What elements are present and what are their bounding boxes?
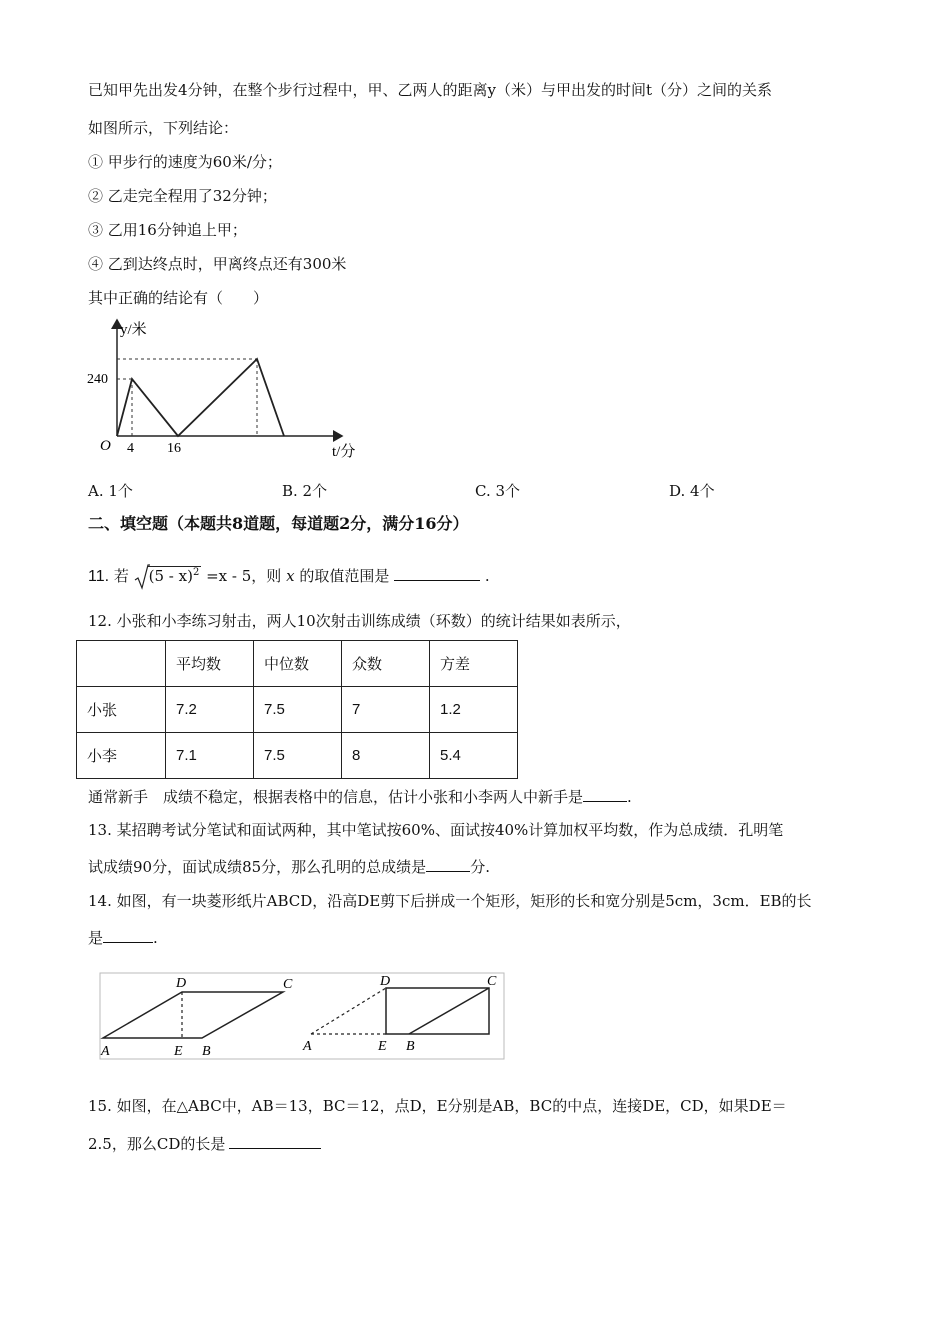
q11-number: 11.	[88, 568, 110, 585]
table-cell: 7.1	[166, 733, 254, 779]
q13-line2-text: 试成绩90分，面试成绩85分，那么孔明的总成绩是	[88, 858, 427, 876]
q10-conclusion-1: ① 甲步行的速度为60米/分；	[88, 153, 282, 171]
table-cell: 1.2	[430, 687, 518, 733]
q10-conclusion-2: ② 乙走完全程用了32分钟；	[88, 187, 277, 205]
section2-heading: 二、填空题（本题共8道题，每道题2分，满分16分）	[88, 514, 469, 533]
q14-rhombus-figure	[99, 972, 505, 1060]
dashed-ad	[311, 988, 386, 1034]
q10-option-b[interactable]: B. 2个	[282, 482, 328, 500]
q10-option-c[interactable]: C. 3个	[475, 482, 521, 500]
label-e: E	[174, 1044, 183, 1059]
table-cell: 7	[342, 687, 430, 733]
q13-line2-end: 分.	[470, 858, 490, 876]
origin-label: O	[100, 438, 111, 454]
q10-distance-time-graph	[80, 312, 360, 462]
table-cell: 8	[342, 733, 430, 779]
table-header-cell: 众数	[342, 641, 430, 687]
q11-exponent: 2	[192, 567, 200, 578]
x-axis-label: t/分	[332, 444, 356, 460]
rect-diagonal	[409, 988, 489, 1034]
q15-line2	[88, 1134, 321, 1154]
table-header-cell	[77, 641, 166, 687]
label-c: C	[283, 977, 293, 992]
label-a: A	[101, 1044, 110, 1059]
table-cell: 小张	[77, 687, 166, 733]
table-cell: 小李	[77, 733, 166, 779]
q12-stem: 12. 小张和小李练习射击，两人10次射击训练成绩（环数）的统计结果如表所示，	[88, 612, 631, 630]
q10-option-d[interactable]: D. 4个	[669, 482, 715, 500]
q15-answer-blank[interactable]	[229, 1134, 321, 1149]
distance-curve	[117, 359, 284, 436]
table-header-cell: 方差	[430, 641, 518, 687]
q14-line2-text: 是	[88, 929, 104, 947]
q11-prefix: 若	[113, 567, 129, 585]
rhombus-abcd	[103, 992, 283, 1038]
q14-line2	[88, 928, 158, 948]
y-tick-label: 240	[87, 372, 108, 387]
label-c2: C	[487, 974, 497, 989]
table-header-cell: 平均数	[166, 641, 254, 687]
q10-option-a[interactable]: A. 1个	[88, 482, 133, 500]
q11-end: .	[484, 567, 490, 585]
q11-answer-blank[interactable]	[394, 566, 480, 581]
q11-middle: =x - 5，则	[206, 567, 282, 585]
q11-var: x	[286, 567, 295, 585]
q12-after-line	[88, 787, 632, 807]
table-header-cell: 中位数	[254, 641, 342, 687]
q11-radicand-text: (5 - x)	[148, 567, 193, 585]
label-a2: A	[303, 1039, 312, 1054]
table-cell: 7.5	[254, 687, 342, 733]
y-axis-label: y/米	[120, 322, 147, 338]
q14-line2-end: .	[153, 929, 158, 947]
q11-radicand	[147, 566, 202, 585]
label-e2: E	[378, 1039, 387, 1054]
q14-answer-blank[interactable]	[103, 928, 153, 943]
label-d2: D	[380, 974, 391, 989]
q10-conclusion-3: ③ 乙用16分钟追上甲；	[88, 221, 247, 239]
q14-line1: 14. 如图，有一块菱形纸片ABCD，沿高DE剪下后拼成一个矩形，矩形的长和宽分别是5cm，3cm．EB的长	[88, 892, 812, 910]
table-cell: 5.4	[430, 733, 518, 779]
q12-answer-blank[interactable]	[583, 787, 627, 802]
q15-line2-text: 2.5，那么CD的长是	[88, 1135, 226, 1153]
q13-line1: 13. 某招聘考试分笔试和面试两种，其中笔试按60%、面试按40%计算加权平均数，作为总成绩．孔明笔	[88, 821, 784, 839]
q11-line	[88, 558, 490, 588]
rectangle	[386, 988, 489, 1034]
x-tick-label-16: 16	[167, 441, 181, 456]
label-b2: B	[406, 1039, 415, 1054]
q10-stem-line2: 如图所示，下列结论：	[88, 119, 239, 137]
table-row	[77, 687, 518, 733]
q12-after-end: .	[627, 788, 632, 806]
table-cell: 7.5	[254, 733, 342, 779]
table-cell: 7.2	[166, 687, 254, 733]
q12-after-text: 通常新手 成绩不稳定，根据表格中的信息，估计小张和小李两人中新手是	[88, 788, 584, 806]
label-b: B	[202, 1044, 211, 1059]
q10-stem-line1: 已知甲先出发4分钟，在整个步行过程中，甲、乙两人的距离y（米）与甲出发的时间t（分）之间的关系	[88, 81, 773, 99]
table-header-row	[77, 641, 518, 687]
x-tick-label-4: 4	[127, 441, 134, 456]
q13-line2	[88, 857, 490, 877]
label-d: D	[176, 976, 187, 991]
q13-answer-blank[interactable]	[426, 857, 470, 872]
q10-question: 其中正确的结论有（ ）	[88, 289, 269, 307]
table-row	[77, 733, 518, 779]
q12-score-table	[76, 640, 518, 779]
q15-line1: 15. 如图，在△ABC中，AB＝13，BC＝12，点D，E分别是AB，BC的中点，连接DE，CD，如果DE＝	[88, 1097, 787, 1115]
q11-suffix: 的取值范围是	[299, 567, 390, 585]
q10-conclusion-4: ④ 乙到达终点时，甲离终点还有300米	[88, 255, 347, 273]
